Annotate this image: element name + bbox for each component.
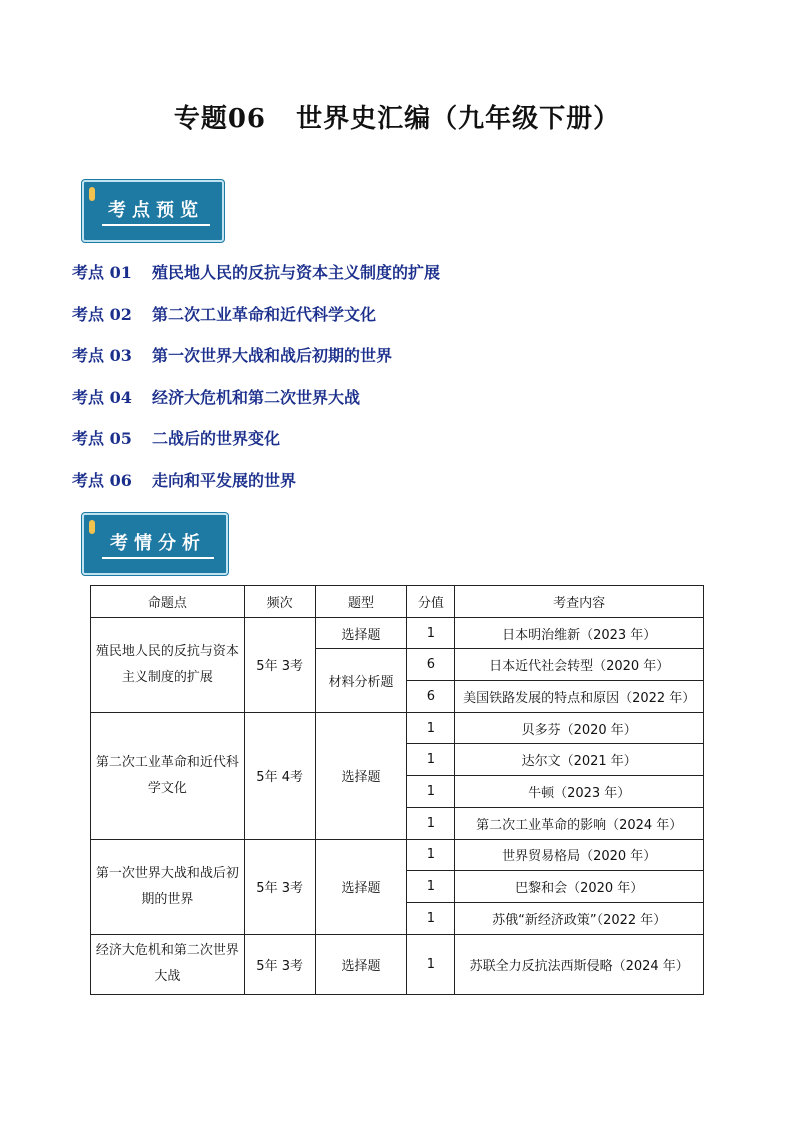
title-prefix: 专题 xyxy=(173,104,228,134)
score-cell: 1 xyxy=(407,871,455,903)
type-cell: 选择题 xyxy=(315,712,407,839)
topic-item xyxy=(72,424,440,466)
topic-code: 考点 02 xyxy=(72,304,132,324)
table-row xyxy=(91,712,704,744)
score-cell: 1 xyxy=(407,744,455,776)
type-cell: 材料分析题 xyxy=(315,649,407,712)
content-cell: 达尔文（2021 年） xyxy=(455,744,704,776)
topic-code: 考点 05 xyxy=(72,429,132,449)
type-cell: 选择题 xyxy=(315,934,407,994)
content-cell: 牛顿（2023 年） xyxy=(455,776,704,808)
score-cell: 1 xyxy=(407,839,455,871)
topic-code: 考点 03 xyxy=(72,346,132,366)
topic-code: 考点 01 xyxy=(72,263,132,282)
score-cell: 6 xyxy=(407,649,455,681)
topic-name: 第一次世界大战和战后初期的世界 xyxy=(152,346,393,366)
badge-knob-icon xyxy=(89,520,95,534)
content-cell: 日本近代社会转型（2020 年） xyxy=(455,649,704,681)
score-cell: 1 xyxy=(407,902,455,934)
point-cell: 第一次世界大战和战后初期的世界 xyxy=(91,839,245,934)
header-cell: 题型 xyxy=(315,586,407,618)
header-cell: 频次 xyxy=(244,586,315,618)
badge-knob-icon xyxy=(89,187,95,201)
section-badge-analysis xyxy=(82,513,228,575)
topic-item xyxy=(72,466,440,508)
table-header-row xyxy=(91,586,704,618)
point-cell: 经济大危机和第二次世界大战 xyxy=(91,934,245,994)
header-cell: 分值 xyxy=(407,586,455,618)
page-title xyxy=(0,98,794,135)
topic-item xyxy=(72,258,440,300)
header-cell: 命题点 xyxy=(91,586,245,618)
section-badge-preview xyxy=(82,180,224,242)
content-cell: 巴黎和会（2020 年） xyxy=(455,871,704,903)
score-cell: 1 xyxy=(407,776,455,808)
table-row xyxy=(91,617,704,649)
topic-code: 考点 06 xyxy=(72,470,132,490)
topic-name: 走向和平发展的世界 xyxy=(152,470,297,490)
topic-list xyxy=(72,258,440,508)
content-cell: 贝多芬（2020 年） xyxy=(455,712,704,744)
content-cell: 世界贸易格局（2020 年） xyxy=(455,839,704,871)
content-cell: 美国铁路发展的特点和原因（2022 年） xyxy=(455,681,704,713)
topic-item xyxy=(72,341,440,383)
score-cell: 1 xyxy=(407,712,455,744)
header-cell: 考查内容 xyxy=(455,586,704,618)
score-cell: 1 xyxy=(407,934,455,994)
topic-name: 殖民地人民的反抗与资本主义制度的扩展 xyxy=(152,263,441,282)
score-cell: 1 xyxy=(407,807,455,839)
topic-name: 二战后的世界变化 xyxy=(152,429,281,449)
table-row xyxy=(91,934,704,994)
point-cell: 第二次工业革命和近代科学文化 xyxy=(91,712,245,839)
content-cell: 苏俄“新经济政策”（2022 年） xyxy=(455,902,704,934)
title-number: 06 xyxy=(227,104,267,134)
topic-name: 第二次工业革命和近代科学文化 xyxy=(152,304,377,324)
score-cell: 6 xyxy=(407,681,455,713)
content-cell: 日本明治维新（2023 年） xyxy=(455,617,704,649)
frequency-cell: 5年 4考 xyxy=(244,712,315,839)
frequency-cell: 5年 3考 xyxy=(244,839,315,934)
topic-code: 考点 04 xyxy=(72,387,132,407)
topic-item xyxy=(72,300,440,342)
content-cell: 苏联全力反抗法西斯侵略（2024 年） xyxy=(455,934,704,994)
point-cell: 殖民地人民的反抗与资本主义制度的扩展 xyxy=(91,617,245,712)
score-cell: 1 xyxy=(407,617,455,649)
topic-name: 经济大危机和第二次世界大战 xyxy=(152,387,361,407)
badge-label: 考点预览 xyxy=(102,196,210,226)
exam-analysis-table xyxy=(90,585,704,995)
topic-item xyxy=(72,383,440,425)
type-cell: 选择题 xyxy=(315,617,407,649)
content-cell: 第二次工业革命的影响（2024 年） xyxy=(455,807,704,839)
type-cell: 选择题 xyxy=(315,839,407,934)
frequency-cell: 5年 3考 xyxy=(244,617,315,712)
frequency-cell: 5年 3考 xyxy=(244,934,315,994)
badge-label: 考情分析 xyxy=(102,529,214,559)
table-row xyxy=(91,839,704,871)
title-main: 世界史汇编（九年级下册） xyxy=(296,104,621,134)
